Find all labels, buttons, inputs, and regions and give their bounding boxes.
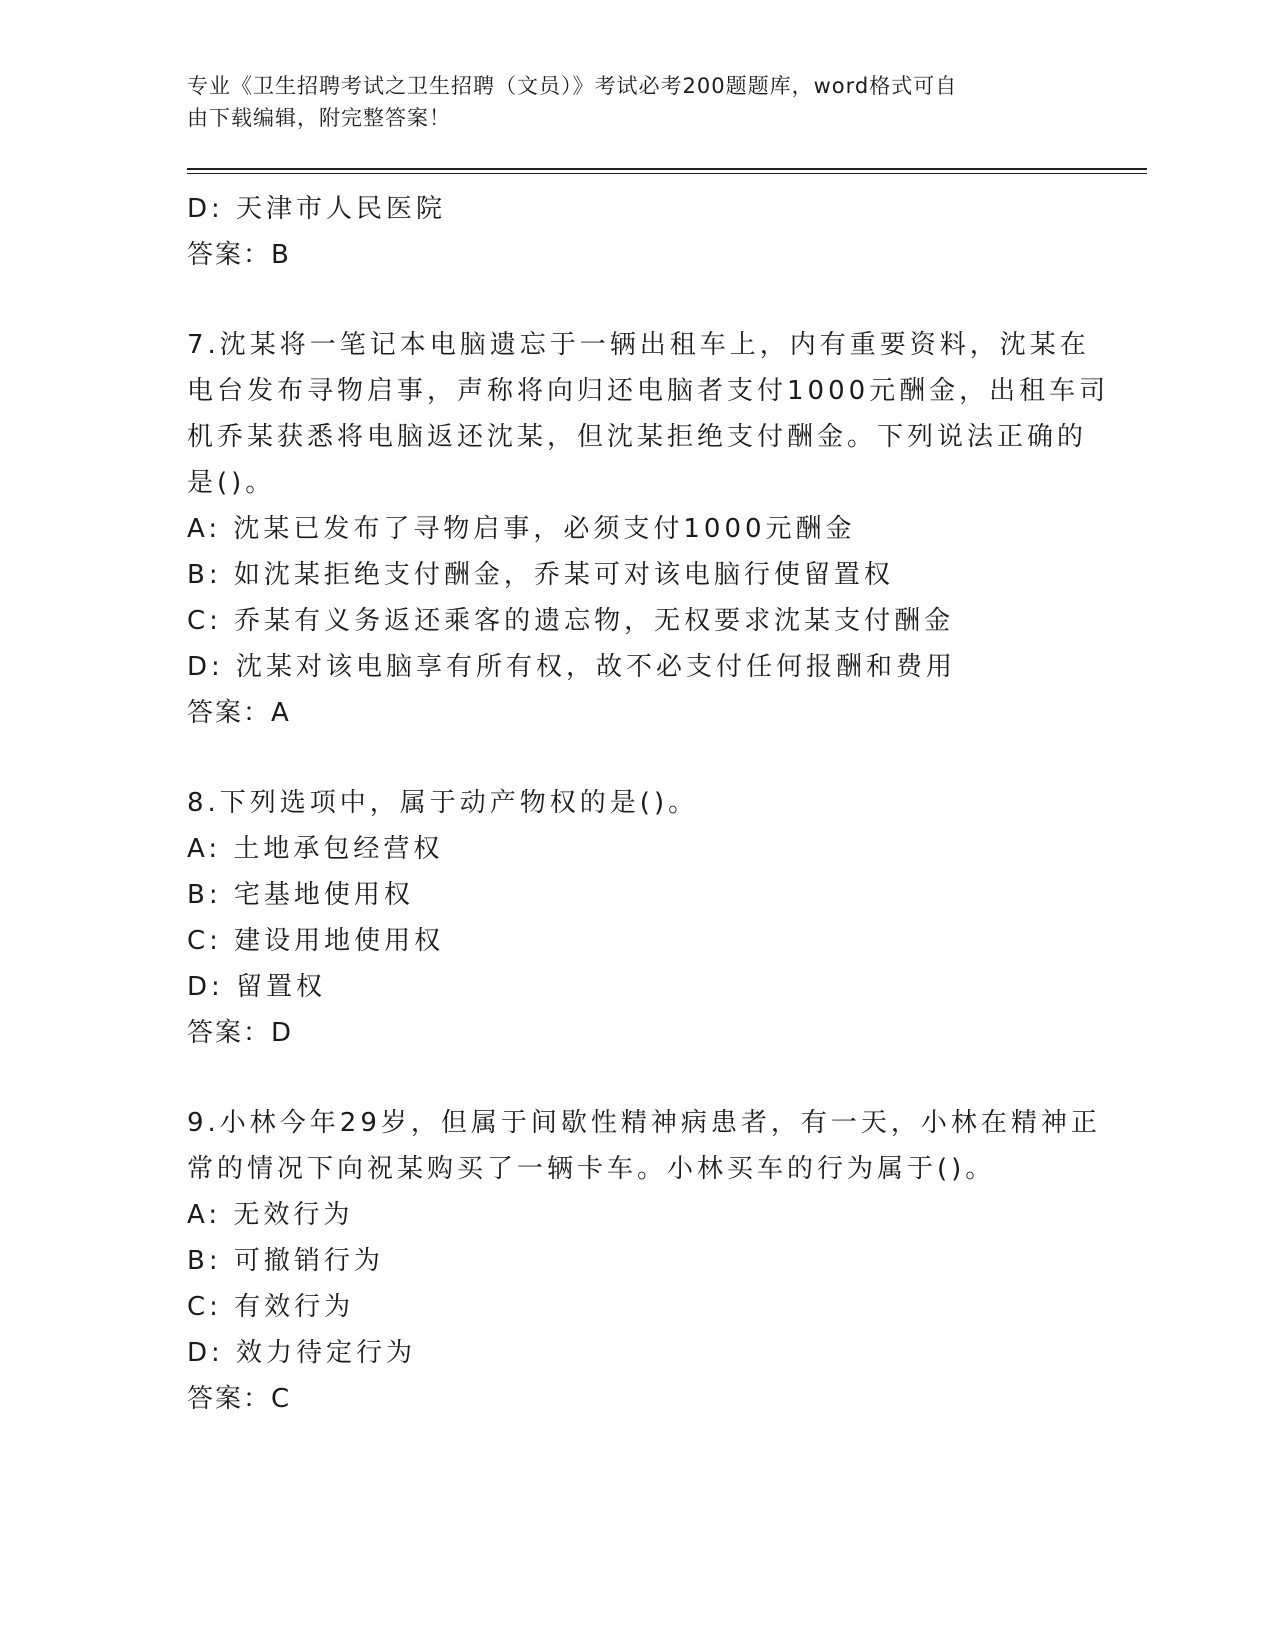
stem-line: 常的情况下向祝某购买了一辆卡车。小林买车的行为属于()。 — [187, 1154, 996, 1184]
option-c: C: 乔某有义务返还乘客的遗忘物，无权要求沈某支付酬金 — [187, 606, 955, 636]
option-c: C: 有效行为 — [187, 1292, 355, 1322]
question-stem — [187, 780, 1147, 826]
option-c: C: 建设用地使用权 — [187, 926, 445, 956]
header-line: 由下载编辑，附完整答案！ — [187, 106, 451, 130]
question-stem — [187, 322, 1147, 506]
header-line: 专业《卫生招聘考试之卫生招聘（文员）》考试必考200题题库，word格式可自 — [187, 74, 958, 98]
spacer — [187, 1056, 1147, 1100]
option-d: D: 天津市人民医院 — [187, 194, 447, 224]
option-d: D: 沈某对该电脑享有所有权，故不必支付任何报酬和费用 — [187, 652, 957, 682]
answer-line: 答案：A — [187, 698, 291, 728]
option-b: B: 可撤销行为 — [187, 1246, 384, 1276]
option-a: A: 无效行为 — [187, 1200, 354, 1230]
question-7 — [187, 322, 1147, 736]
answer-line: 答案：D — [187, 1018, 294, 1048]
stem-line: 机乔某获悉将电脑返还沈某，但沈某拒绝支付酬金。下列说法正确的 — [187, 422, 1088, 452]
option-b: B: 如沈某拒绝支付酬金，乔某可对该电脑行使留置权 — [187, 560, 894, 590]
option-d: D: 效力待定行为 — [187, 1338, 417, 1368]
answer-line: 答案：C — [187, 1384, 292, 1414]
question-stem — [187, 1100, 1147, 1192]
question-8 — [187, 780, 1147, 1056]
stem-line: 7.沈某将一笔记本电脑遗忘于一辆出租车上，内有重要资料，沈某在 — [187, 330, 1090, 360]
spacer — [187, 736, 1147, 780]
document-header — [187, 70, 1067, 134]
option-b: B: 宅基地使用权 — [187, 880, 414, 910]
header-divider — [187, 168, 1147, 174]
stem-line: 是()。 — [187, 468, 276, 498]
option-a: A: 沈某已发布了寻物启事，必须支付1000元酬金 — [187, 514, 856, 544]
stem-line: 8.下列选项中，属于动产物权的是()。 — [187, 788, 699, 818]
spacer — [187, 278, 1147, 322]
question-content — [187, 186, 1147, 1422]
option-d: D: 留置权 — [187, 972, 327, 1002]
stem-line: 电台发布寻物启事，声称将向归还电脑者支付1000元酬金，出租车司 — [187, 376, 1110, 406]
stem-line: 9.小林今年29岁，但属于间歇性精神病患者，有一天，小林在精神正 — [187, 1108, 1101, 1138]
answer-line: 答案：B — [187, 240, 291, 270]
divider-thin — [187, 173, 1147, 174]
document-page — [187, 70, 1147, 1422]
option-a: A: 土地承包经营权 — [187, 834, 444, 864]
divider-thick — [187, 168, 1147, 170]
question-9 — [187, 1100, 1147, 1422]
